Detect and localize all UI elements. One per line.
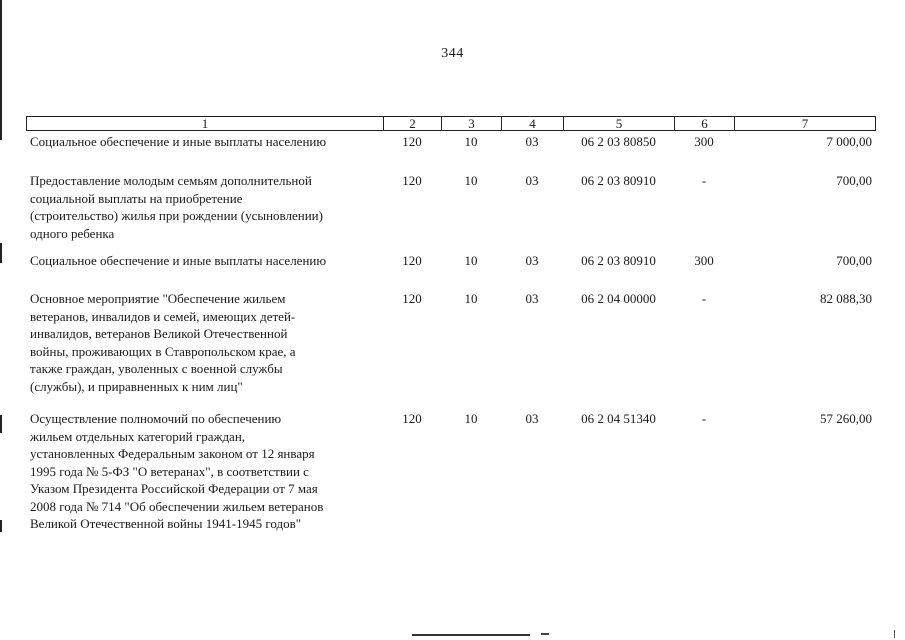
row-description: Социальное обеспечение и иные выплаты населению	[30, 134, 327, 149]
row-code-subsection: 03	[525, 173, 539, 188]
row-code-subsection: 03	[525, 411, 539, 426]
page-number: 344	[441, 46, 464, 61]
header-cell-6: 6	[675, 117, 735, 130]
row-code-section: 10	[464, 253, 478, 268]
table-header-row	[26, 116, 876, 131]
row-code-target-article: 06 2 04 00000	[581, 291, 656, 306]
row-description: Осуществление полномочий по обеспечению жильем отдельных категорий граждан, установленных Федеральным законом от 12 января 1995 года № 5-ФЗ "О ветеранах", в соответствии с Указом Президента Российской Федерации от 7 мая 2008 года № 714 "Об обеспечении жильем ветеранов Великой Отечественной войны 1941-1945 годов"	[30, 411, 324, 531]
row-code-ministry: 120	[402, 411, 422, 426]
row-amount: 700,00	[836, 173, 872, 188]
row-code-subsection: 03	[525, 253, 539, 268]
header-cell-5: 5	[564, 117, 675, 130]
row-description: Социальное обеспечение и иные выплаты населению	[30, 253, 327, 268]
row-amount: 700,00	[836, 253, 872, 268]
row-code-expense-type: 300	[694, 134, 714, 149]
row-description: Основное мероприятие "Обеспечение жильем ветеранов, инвалидов и семей, имеющих детей- инвалидов, ветеранов Великой Отечественной войны, проживающих в Ставропольском крае, а также граждан, уволенных с военной службы (службы), и приравненных к ним лиц"	[30, 291, 296, 394]
row-code-subsection: 03	[525, 134, 539, 149]
row-code-subsection: 03	[525, 291, 539, 306]
row-code-expense-type: -	[701, 173, 707, 188]
scan-left-edge-mark	[0, 243, 2, 263]
row-code-section: 10	[464, 291, 478, 306]
header-cell-1: 1	[27, 117, 384, 130]
scan-left-edge-mark	[0, 520, 2, 532]
row-code-section: 10	[464, 173, 478, 188]
row-code-section: 10	[464, 411, 478, 426]
header-cell-2: 2	[384, 117, 442, 130]
footer-rule-fragment	[541, 633, 549, 635]
row-amount: 7 000,00	[826, 134, 872, 149]
row-code-ministry: 120	[402, 134, 422, 149]
row-code-ministry: 120	[402, 291, 422, 306]
scan-left-edge-top	[0, 0, 2, 140]
row-code-expense-type: 300	[694, 253, 714, 268]
row-code-target-article: 06 2 03 80910	[581, 173, 656, 188]
row-code-section: 10	[464, 134, 478, 149]
row-code-ministry: 120	[402, 173, 422, 188]
row-description: Предоставление молодым семьям дополнительной социальной выплаты на приобретение (строительство) жилья при рождении (усыновлении) одного ребенка	[30, 173, 323, 241]
header-cell-3: 3	[442, 117, 502, 130]
scan-left-edge-mark	[0, 415, 2, 433]
row-code-ministry: 120	[402, 253, 422, 268]
footer-rule	[412, 634, 530, 636]
row-code-target-article: 06 2 03 80910	[581, 253, 656, 268]
row-code-target-article: 06 2 04 51340	[581, 411, 656, 426]
row-amount: 82 088,30	[820, 291, 872, 306]
header-cell-4: 4	[502, 117, 564, 130]
row-code-target-article: 06 2 03 80850	[581, 134, 656, 149]
header-cell-7: 7	[801, 116, 809, 131]
row-code-expense-type: -	[701, 411, 707, 426]
row-amount: 57 260,00	[820, 411, 872, 426]
scan-corner-mark	[894, 630, 901, 638]
row-code-expense-type: -	[701, 291, 707, 306]
